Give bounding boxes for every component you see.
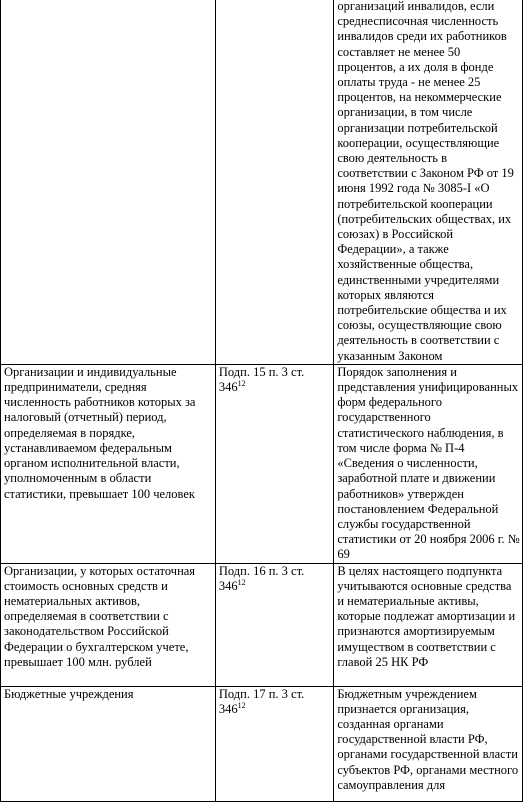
category-cell: Организации и индивидуальные предприниматели, средняя численность работников которых за налоговый (отчетный) период, определяемая в порядке, устанавливаемом федеральным органом исполнительной власти, уполномоченным в области статистики, превышает 100 человек xyxy=(1,364,216,563)
notes-cell: Порядок заполнения и представления унифицированных форм федерального государственного статистического наблюдения, в том числе форма № П-4 «Сведения о численности, заработной плате и движении работников» утвержден постановлением Федеральной службы государственной статистики от 20 ноября 2006 г. № 69 xyxy=(334,364,523,563)
article-cell xyxy=(215,563,333,686)
category-cell: Бюджетные учреждения xyxy=(1,686,216,801)
notes-cell: организаций инвалидов, если среднесписочная численность инвалидов среди их работников составляет не менее 50 процентов, а их доля в фонде оплаты труда - не менее 25 процентов, на некоммерческие организации, в том числе организации потребительской кооперации, осуществляющие свою деятельность в соответствии с Законом РФ от 19 июня 1992 года № 3085-I «О потребительской кооперации (потребительских обществах, их союзах) в Российской Федерации», а также хозяйственные общества, единственными учредителями которых являются потребительские общества и их союзы, осуществляющие свою деятельность в соответствии с указанным Законом xyxy=(334,0,523,364)
article-superscript: 12 xyxy=(237,379,246,389)
table-row xyxy=(1,0,523,364)
table-row xyxy=(1,686,523,801)
category-cell: Организации, у которых остаточная стоимость основных средств и нематериальных активов, определяемая в соответствии с законодательством Российской Федерации о бухгалтерском учете, превышает 100 млн. рублей xyxy=(1,563,216,686)
article-superscript: 12 xyxy=(237,700,246,710)
notes-cell: Бюджетным учреждением признается организация, созданная органами государственной власти РФ, органами государственной власти субъектов РФ, органами местного самоуправления для xyxy=(334,686,523,801)
article-cell xyxy=(215,686,333,801)
notes-cell: В целях настоящего подпункта учитываются основные средства и нематериальные активы, которые подлежат амортизации и признаются амортизируемым имуществом в соответствии с главой 25 НК РФ xyxy=(334,563,523,686)
article-text: Подп. 17 п. 3 ст. 346 xyxy=(218,686,305,716)
article-cell xyxy=(215,0,333,364)
table-row xyxy=(1,364,523,563)
table-row xyxy=(1,563,523,686)
article-cell xyxy=(215,364,333,563)
article-text: Подп. 15 п. 3 ст. 346 xyxy=(218,364,305,395)
article-text: Подп. 16 п. 3 ст. 346 xyxy=(218,563,305,593)
category-cell xyxy=(1,0,216,364)
article-superscript: 12 xyxy=(237,577,246,587)
